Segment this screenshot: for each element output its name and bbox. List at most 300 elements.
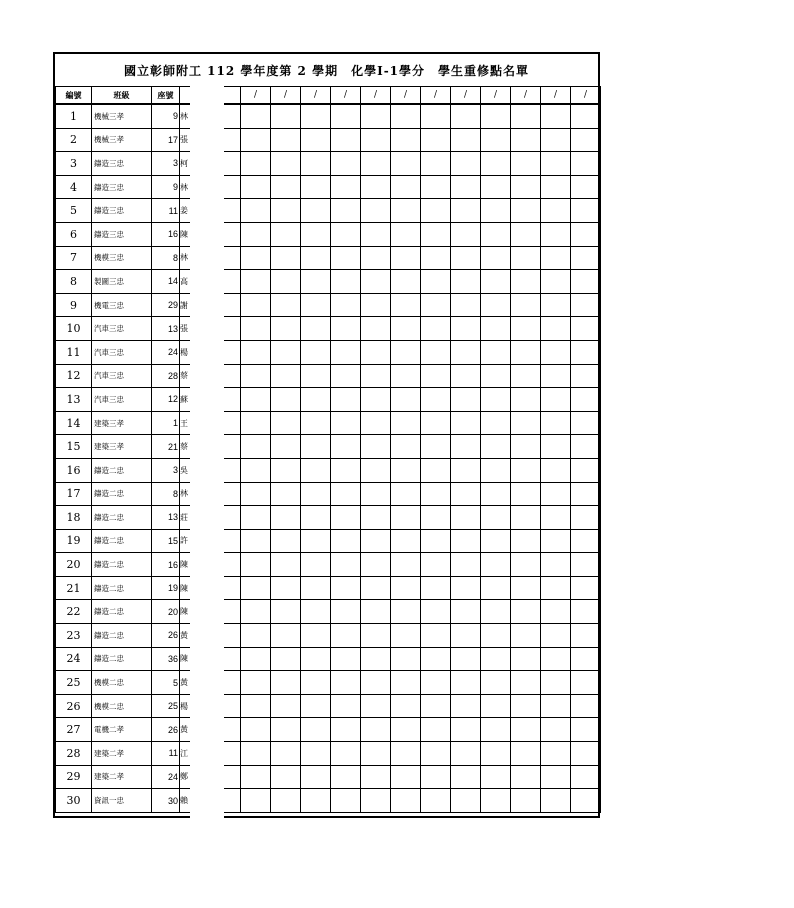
attendance-cell [391,152,421,176]
attendance-cell [511,317,541,341]
attendance-cell [301,435,331,459]
attendance-sheet [53,52,600,818]
header-date-slot: / [271,87,301,105]
attendance-cell [361,411,391,435]
attendance-cell [241,411,271,435]
row-name: 黃 [180,624,241,648]
table-row [56,482,601,506]
attendance-cell [361,340,391,364]
header-date-slot: / [481,87,511,105]
attendance-cell [451,246,481,270]
attendance-cell [361,765,391,789]
attendance-cell [481,789,511,813]
row-index: 30 [56,789,92,813]
attendance-cell [331,789,361,813]
attendance-cell [301,506,331,530]
attendance-cell [541,152,571,176]
row-name: 陳 [180,647,241,671]
attendance-cell [271,458,301,482]
attendance-cell [241,789,271,813]
attendance-cell [241,742,271,766]
row-name: 陳 [180,576,241,600]
row-class: 建築三孝 [92,411,152,435]
row-class: 建築二孝 [92,742,152,766]
attendance-cell [301,742,331,766]
attendance-cell [571,340,601,364]
table-row [56,128,601,152]
row-index: 27 [56,718,92,742]
attendance-cell [331,199,361,223]
attendance-cell [361,458,391,482]
attendance-cell [331,246,361,270]
attendance-cell [511,152,541,176]
attendance-cell [301,694,331,718]
attendance-cell [451,458,481,482]
attendance-cell [481,270,511,294]
attendance-cell [271,742,301,766]
attendance-cell [481,506,511,530]
table-row [56,506,601,530]
attendance-cell [451,576,481,600]
row-seat: 5 [152,671,180,695]
attendance-cell [541,270,571,294]
attendance-cell [241,553,271,577]
row-name: 莊 [180,506,241,530]
row-class: 機電三忠 [92,293,152,317]
attendance-cell [301,765,331,789]
attendance-cell [511,411,541,435]
attendance-cell [361,246,391,270]
row-class: 鑄造三忠 [92,175,152,199]
attendance-cell [271,104,301,128]
attendance-cell [451,694,481,718]
attendance-cell [541,388,571,412]
row-name: 張 [180,128,241,152]
attendance-cell [241,293,271,317]
attendance-cell [571,647,601,671]
row-seat: 21 [152,435,180,459]
row-seat: 15 [152,529,180,553]
row-index: 10 [56,317,92,341]
attendance-cell [331,104,361,128]
attendance-cell [421,765,451,789]
attendance-cell [361,506,391,530]
attendance-cell [421,435,451,459]
attendance-cell [301,246,331,270]
attendance-cell [571,600,601,624]
attendance-cell [541,600,571,624]
attendance-cell [301,270,331,294]
row-index: 9 [56,293,92,317]
attendance-cell [451,624,481,648]
attendance-cell [511,529,541,553]
attendance-cell [421,718,451,742]
attendance-cell [331,175,361,199]
row-name: 吳 [180,458,241,482]
attendance-cell [361,388,391,412]
header-date-slot: / [451,87,481,105]
attendance-cell [571,458,601,482]
row-seat: 13 [152,506,180,530]
table-row [56,317,601,341]
attendance-cell [571,317,601,341]
attendance-cell [331,624,361,648]
table-row [56,246,601,270]
attendance-cell [451,553,481,577]
row-name: 楊 [180,340,241,364]
header-date-slot: / [391,87,421,105]
attendance-cell [391,600,421,624]
attendance-cell [391,270,421,294]
row-class: 汽車三忠 [92,364,152,388]
attendance-cell [241,482,271,506]
attendance-cell [241,104,271,128]
attendance-cell [571,435,601,459]
row-name: 陳 [180,553,241,577]
attendance-cell [391,364,421,388]
attendance-cell [241,152,271,176]
attendance-cell [361,671,391,695]
attendance-cell [571,364,601,388]
table-row [56,411,601,435]
header-date-slot: / [511,87,541,105]
attendance-cell [301,364,331,388]
attendance-cell [421,152,451,176]
attendance-cell [451,529,481,553]
attendance-cell [481,624,511,648]
row-seat: 13 [152,317,180,341]
attendance-cell [451,175,481,199]
attendance-cell [301,340,331,364]
attendance-cell [451,482,481,506]
attendance-cell [361,482,391,506]
attendance-cell [451,647,481,671]
attendance-cell [391,293,421,317]
attendance-cell [481,293,511,317]
attendance-cell [361,435,391,459]
attendance-cell [541,765,571,789]
table-row [56,104,601,128]
attendance-cell [511,435,541,459]
attendance-cell [511,340,541,364]
attendance-cell [511,600,541,624]
attendance-cell [241,529,271,553]
attendance-cell [271,246,301,270]
attendance-cell [391,506,421,530]
row-index: 13 [56,388,92,412]
attendance-cell [421,128,451,152]
header-date-slot: / [301,87,331,105]
attendance-cell [361,789,391,813]
row-class: 機械三孝 [92,104,152,128]
attendance-cell [421,789,451,813]
attendance-cell [361,364,391,388]
attendance-cell [391,317,421,341]
row-seat: 1 [152,411,180,435]
attendance-cell [331,128,361,152]
row-seat: 20 [152,600,180,624]
attendance-cell [451,506,481,530]
attendance-cell [421,364,451,388]
attendance-cell [481,128,511,152]
attendance-cell [301,576,331,600]
attendance-cell [241,175,271,199]
attendance-cell [361,175,391,199]
row-class: 製圖三忠 [92,270,152,294]
attendance-cell [511,270,541,294]
row-seat: 36 [152,647,180,671]
row-name: 高 [180,270,241,294]
attendance-cell [511,458,541,482]
attendance-cell [361,624,391,648]
row-class: 電機二孝 [92,718,152,742]
attendance-cell [331,270,361,294]
attendance-cell [571,199,601,223]
attendance-cell [451,765,481,789]
attendance-cell [421,458,451,482]
attendance-cell [571,624,601,648]
attendance-cell [271,411,301,435]
attendance-cell [511,388,541,412]
row-seat: 3 [152,152,180,176]
attendance-cell [571,411,601,435]
attendance-cell [451,718,481,742]
attendance-cell [571,789,601,813]
attendance-cell [241,506,271,530]
attendance-cell [391,199,421,223]
attendance-cell [451,317,481,341]
attendance-cell [451,789,481,813]
attendance-cell [271,199,301,223]
attendance-cell [511,128,541,152]
row-index: 15 [56,435,92,459]
attendance-cell [481,340,511,364]
row-class: 鑄造二忠 [92,482,152,506]
attendance-cell [511,624,541,648]
attendance-cell [421,293,451,317]
attendance-cell [421,506,451,530]
attendance-cell [331,435,361,459]
table-row [56,152,601,176]
attendance-cell [481,553,511,577]
attendance-cell [331,317,361,341]
row-seat: 12 [152,388,180,412]
attendance-cell [571,553,601,577]
attendance-cell [571,104,601,128]
attendance-cell [481,411,511,435]
attendance-cell [451,199,481,223]
row-seat: 25 [152,694,180,718]
attendance-cell [511,765,541,789]
attendance-cell [271,694,301,718]
attendance-cell [391,411,421,435]
attendance-cell [511,222,541,246]
attendance-cell [331,340,361,364]
attendance-cell [271,600,301,624]
attendance-cell [271,435,301,459]
attendance-cell [541,458,571,482]
attendance-cell [301,104,331,128]
row-seat: 17 [152,128,180,152]
row-index: 28 [56,742,92,766]
attendance-cell [421,222,451,246]
row-class: 建築三孝 [92,435,152,459]
row-index: 16 [56,458,92,482]
attendance-cell [481,647,511,671]
row-index: 24 [56,647,92,671]
attendance-cell [571,506,601,530]
attendance-cell [241,340,271,364]
attendance-cell [541,199,571,223]
row-seat: 8 [152,246,180,270]
attendance-cell [451,742,481,766]
attendance-cell [271,128,301,152]
attendance-cell [361,104,391,128]
row-name: 許 [180,529,241,553]
attendance-cell [301,128,331,152]
attendance-cell [271,647,301,671]
attendance-cell [361,576,391,600]
attendance-cell [481,222,511,246]
attendance-cell [391,742,421,766]
attendance-cell [241,246,271,270]
attendance-cell [241,458,271,482]
row-name: 林 [180,246,241,270]
attendance-cell [541,411,571,435]
attendance-cell [421,742,451,766]
attendance-cell [271,576,301,600]
attendance-cell [571,175,601,199]
attendance-cell [331,742,361,766]
attendance-cell [571,222,601,246]
attendance-cell [511,576,541,600]
attendance-cell [421,411,451,435]
attendance-cell [271,222,301,246]
attendance-cell [271,624,301,648]
attendance-cell [361,199,391,223]
attendance-table [55,86,601,813]
attendance-cell [301,199,331,223]
row-index: 8 [56,270,92,294]
attendance-cell [541,128,571,152]
row-seat: 28 [152,364,180,388]
attendance-cell [481,694,511,718]
row-index: 5 [56,199,92,223]
attendance-cell [391,435,421,459]
attendance-cell [481,364,511,388]
row-seat: 14 [152,270,180,294]
row-seat: 26 [152,624,180,648]
attendance-cell [241,576,271,600]
attendance-cell [481,600,511,624]
attendance-cell [421,671,451,695]
row-index: 19 [56,529,92,553]
table-row [56,671,601,695]
attendance-cell [331,765,361,789]
attendance-cell [331,458,361,482]
row-seat: 11 [152,199,180,223]
table-row [56,175,601,199]
header-date-slot: / [241,87,271,105]
attendance-cell [241,222,271,246]
attendance-cell [541,293,571,317]
row-class: 建築二孝 [92,765,152,789]
attendance-cell [511,199,541,223]
attendance-cell [541,576,571,600]
attendance-cell [451,364,481,388]
student-rows [56,104,601,812]
attendance-cell [481,388,511,412]
attendance-cell [421,647,451,671]
row-name: 林 [180,175,241,199]
attendance-cell [481,152,511,176]
attendance-cell [271,765,301,789]
attendance-cell [331,293,361,317]
table-row [56,624,601,648]
attendance-cell [511,789,541,813]
row-index: 26 [56,694,92,718]
attendance-cell [481,742,511,766]
attendance-cell [451,340,481,364]
attendance-cell [391,529,421,553]
attendance-cell [421,340,451,364]
row-class: 汽車三忠 [92,388,152,412]
attendance-cell [271,789,301,813]
table-row [56,340,601,364]
header-date-slot: / [541,87,571,105]
attendance-cell [451,411,481,435]
attendance-cell [481,529,511,553]
header-date-slot: / [571,87,601,105]
attendance-cell [391,128,421,152]
attendance-cell [241,317,271,341]
attendance-cell [511,293,541,317]
attendance-cell [451,270,481,294]
attendance-cell [301,600,331,624]
attendance-cell [301,718,331,742]
attendance-cell [511,175,541,199]
attendance-cell [391,694,421,718]
row-seat: 16 [152,553,180,577]
attendance-cell [421,529,451,553]
attendance-cell [391,718,421,742]
attendance-cell [511,104,541,128]
row-name: 江 [180,742,241,766]
row-name: 林 [180,104,241,128]
row-seat: 3 [152,458,180,482]
attendance-cell [451,671,481,695]
attendance-cell [241,600,271,624]
row-seat: 19 [152,576,180,600]
attendance-cell [361,553,391,577]
attendance-cell [331,671,361,695]
row-class: 鑄造二忠 [92,553,152,577]
attendance-cell [571,671,601,695]
attendance-cell [421,246,451,270]
row-index: 11 [56,340,92,364]
row-class: 鑄造二忠 [92,529,152,553]
row-class: 鑄造三忠 [92,152,152,176]
attendance-cell [511,647,541,671]
attendance-cell [421,482,451,506]
attendance-cell [541,482,571,506]
attendance-cell [511,718,541,742]
row-index: 25 [56,671,92,695]
table-row [56,553,601,577]
row-class: 機模三忠 [92,246,152,270]
attendance-cell [541,553,571,577]
row-name: 謝 [180,293,241,317]
